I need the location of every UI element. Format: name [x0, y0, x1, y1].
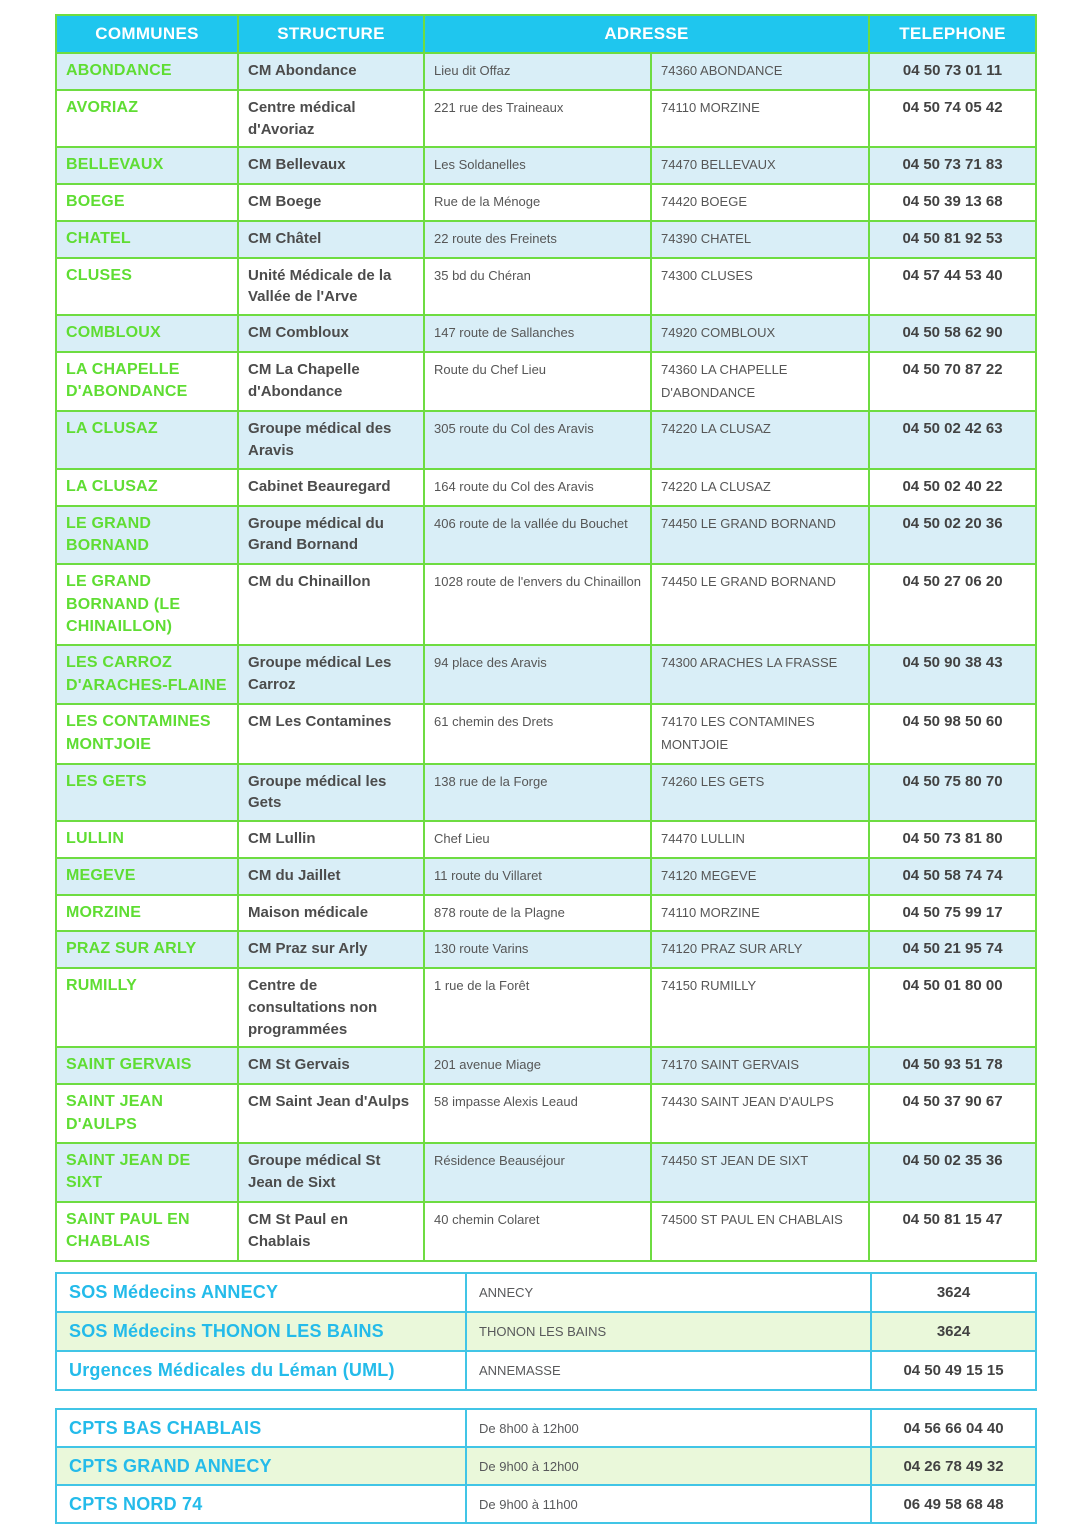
- table-row: [56, 1312, 1036, 1351]
- table-row: [56, 1485, 1036, 1523]
- structure-cell: Groupe médical St Jean de Sixt: [238, 1143, 424, 1202]
- address-city-cell: 74470 BELLEVAUX: [651, 147, 869, 184]
- table-row: [56, 352, 1036, 412]
- phone-cell: 04 50 73 81 80: [869, 821, 1036, 858]
- table-row: [56, 931, 1036, 968]
- address-street-cell: 61 chemin des Drets: [424, 704, 651, 764]
- table-row: [56, 147, 1036, 184]
- commune-cell: SAINT GERVAIS: [56, 1047, 238, 1084]
- phone-cell: 04 50 27 06 20: [869, 564, 1036, 645]
- table-row: [56, 564, 1036, 645]
- address-city-cell: 74120 PRAZ SUR ARLY: [651, 931, 869, 968]
- structure-cell: CM du Jaillet: [238, 858, 424, 895]
- address-street-cell: 221 rue des Traineaux: [424, 90, 651, 148]
- structure-cell: CM St Gervais: [238, 1047, 424, 1084]
- commune-cell: CLUSES: [56, 258, 238, 316]
- commune-cell: LULLIN: [56, 821, 238, 858]
- structure-cell: Groupe médical les Gets: [238, 764, 424, 822]
- address-city-cell: 74170 SAINT GERVAIS: [651, 1047, 869, 1084]
- table-row: [56, 1351, 1036, 1390]
- organization-cell: CPTS NORD 74: [56, 1485, 466, 1523]
- address-street-cell: Route du Chef Lieu: [424, 352, 651, 412]
- address-street-cell: 11 route du Villaret: [424, 858, 651, 895]
- phone-cell: 3624: [871, 1273, 1036, 1312]
- organization-cell: SOS Médecins THONON LES BAINS: [56, 1312, 466, 1351]
- table-row: [56, 1409, 1036, 1447]
- address-street-cell: 40 chemin Colaret: [424, 1202, 651, 1261]
- structure-cell: CM Les Contamines: [238, 704, 424, 764]
- table-row: [56, 858, 1036, 895]
- structure-cell: CM Abondance: [238, 53, 424, 90]
- header-telephone: TELEPHONE: [869, 15, 1036, 53]
- commune-cell: AVORIAZ: [56, 90, 238, 148]
- hours-cell: De 8h00 à 12h00: [466, 1409, 871, 1447]
- address-street-cell: 305 route du Col des Aravis: [424, 411, 651, 469]
- address-street-cell: Résidence Beauséjour: [424, 1143, 651, 1202]
- commune-cell: SAINT PAUL EN CHABLAIS: [56, 1202, 238, 1261]
- phone-cell: 04 50 93 51 78: [869, 1047, 1036, 1084]
- table-row: [56, 821, 1036, 858]
- phone-cell: 04 50 49 15 15: [871, 1351, 1036, 1390]
- phone-cell: 04 50 73 01 11: [869, 53, 1036, 90]
- address-street-cell: 94 place des Aravis: [424, 645, 651, 704]
- phone-cell: 04 50 81 15 47: [869, 1202, 1036, 1261]
- table-row: [56, 90, 1036, 148]
- commune-cell: SAINT JEAN D'AULPS: [56, 1084, 238, 1143]
- address-city-cell: 74450 LE GRAND BORNAND: [651, 564, 869, 645]
- medical-structures-table: [55, 14, 1037, 1262]
- commune-cell: PRAZ SUR ARLY: [56, 931, 238, 968]
- address-street-cell: 35 bd du Chéran: [424, 258, 651, 316]
- structure-cell: Groupe médical des Aravis: [238, 411, 424, 469]
- table-row: [56, 411, 1036, 469]
- address-city-cell: 74220 LA CLUSAZ: [651, 469, 869, 506]
- address-city-cell: 74470 LULLIN: [651, 821, 869, 858]
- address-city-cell: 74920 COMBLOUX: [651, 315, 869, 352]
- structure-cell: CM Lullin: [238, 821, 424, 858]
- address-city-cell: 74260 LES GETS: [651, 764, 869, 822]
- commune-cell: SAINT JEAN DE SIXT: [56, 1143, 238, 1202]
- phone-cell: 04 50 39 13 68: [869, 184, 1036, 221]
- commune-cell: LA CLUSAZ: [56, 411, 238, 469]
- address-street-cell: 1028 route de l'envers du Chinaillon: [424, 564, 651, 645]
- structure-cell: CM Saint Jean d'Aulps: [238, 1084, 424, 1143]
- commune-cell: MORZINE: [56, 895, 238, 932]
- address-city-cell: 74450 LE GRAND BORNAND: [651, 506, 869, 565]
- structure-cell: CM Combloux: [238, 315, 424, 352]
- table-header-row: [56, 15, 1036, 53]
- phone-cell: 04 50 75 80 70: [869, 764, 1036, 822]
- commune-cell: LES GETS: [56, 764, 238, 822]
- table-row: [56, 53, 1036, 90]
- address-city-cell: 74300 CLUSES: [651, 258, 869, 316]
- address-street-cell: 130 route Varins: [424, 931, 651, 968]
- phone-cell: 04 50 70 87 22: [869, 352, 1036, 412]
- organization-cell: SOS Médecins ANNECY: [56, 1273, 466, 1312]
- hours-cell: De 9h00 à 11h00: [466, 1485, 871, 1523]
- city-cell: ANNECY: [466, 1273, 871, 1312]
- address-city-cell: 74430 SAINT JEAN D'AULPS: [651, 1084, 869, 1143]
- table-row: [56, 184, 1036, 221]
- phone-cell: 04 26 78 49 32: [871, 1447, 1036, 1485]
- structure-cell: CM Boege: [238, 184, 424, 221]
- table-row: [56, 258, 1036, 316]
- address-city-cell: 74500 ST PAUL EN CHABLAIS: [651, 1202, 869, 1261]
- address-street-cell: 1 rue de la Forêt: [424, 968, 651, 1047]
- table-row: [56, 764, 1036, 822]
- address-street-cell: 164 route du Col des Aravis: [424, 469, 651, 506]
- address-street-cell: 138 rue de la Forge: [424, 764, 651, 822]
- table-row: [56, 1047, 1036, 1084]
- table-row: [56, 315, 1036, 352]
- commune-cell: CHATEL: [56, 221, 238, 258]
- table-row: [56, 1143, 1036, 1202]
- address-city-cell: 74390 CHATEL: [651, 221, 869, 258]
- address-city-cell: 74220 LA CLUSAZ: [651, 411, 869, 469]
- commune-cell: RUMILLY: [56, 968, 238, 1047]
- table-row: [56, 895, 1036, 932]
- phone-cell: 06 49 58 68 48: [871, 1485, 1036, 1523]
- commune-cell: LE GRAND BORNAND: [56, 506, 238, 565]
- phone-cell: 04 50 02 40 22: [869, 469, 1036, 506]
- header-adresse: ADRESSE: [424, 15, 869, 53]
- address-street-cell: Lieu dit Offaz: [424, 53, 651, 90]
- emergency-services-table: [55, 1272, 1037, 1391]
- phone-cell: 04 50 73 71 83: [869, 147, 1036, 184]
- phone-cell: 04 50 02 20 36: [869, 506, 1036, 565]
- commune-cell: BOEGE: [56, 184, 238, 221]
- address-street-cell: 147 route de Sallanches: [424, 315, 651, 352]
- phone-cell: 04 50 90 38 43: [869, 645, 1036, 704]
- address-city-cell: 74360 LA CHAPELLE D'ABONDANCE: [651, 352, 869, 412]
- commune-cell: LES CONTAMINES MONTJOIE: [56, 704, 238, 764]
- hours-cell: De 9h00 à 12h00: [466, 1447, 871, 1485]
- city-cell: ANNEMASSE: [466, 1351, 871, 1390]
- table-row: [56, 704, 1036, 764]
- table-row: [56, 968, 1036, 1047]
- structure-cell: Groupe médical Les Carroz: [238, 645, 424, 704]
- commune-cell: ABONDANCE: [56, 53, 238, 90]
- structure-cell: Centre médical d'Avoriaz: [238, 90, 424, 148]
- table-row: [56, 221, 1036, 258]
- table-row: [56, 469, 1036, 506]
- structure-cell: Groupe médical du Grand Bornand: [238, 506, 424, 565]
- table-row: [56, 506, 1036, 565]
- phone-cell: 04 50 01 80 00: [869, 968, 1036, 1047]
- structure-cell: CM St Paul en Chablais: [238, 1202, 424, 1261]
- address-street-cell: Les Soldanelles: [424, 147, 651, 184]
- phone-cell: 04 56 66 04 40: [871, 1409, 1036, 1447]
- address-street-cell: 58 impasse Alexis Leaud: [424, 1084, 651, 1143]
- table-row: [56, 645, 1036, 704]
- cpts-table: [55, 1408, 1037, 1524]
- commune-cell: LA CLUSAZ: [56, 469, 238, 506]
- address-city-cell: 74450 ST JEAN DE SIXT: [651, 1143, 869, 1202]
- commune-cell: COMBLOUX: [56, 315, 238, 352]
- table-row: [56, 1273, 1036, 1312]
- city-cell: THONON LES BAINS: [466, 1312, 871, 1351]
- commune-cell: LE GRAND BORNAND (LE CHINAILLON): [56, 564, 238, 645]
- structure-cell: Cabinet Beauregard: [238, 469, 424, 506]
- phone-cell: 04 50 81 92 53: [869, 221, 1036, 258]
- address-city-cell: 74120 MEGEVE: [651, 858, 869, 895]
- table-row: [56, 1447, 1036, 1485]
- structure-cell: CM Bellevaux: [238, 147, 424, 184]
- structure-cell: CM Châtel: [238, 221, 424, 258]
- address-city-cell: 74110 MORZINE: [651, 90, 869, 148]
- phone-cell: 04 57 44 53 40: [869, 258, 1036, 316]
- commune-cell: BELLEVAUX: [56, 147, 238, 184]
- address-street-cell: Rue de la Ménoge: [424, 184, 651, 221]
- phone-cell: 04 50 02 35 36: [869, 1143, 1036, 1202]
- address-street-cell: 22 route des Freinets: [424, 221, 651, 258]
- address-city-cell: 74420 BOEGE: [651, 184, 869, 221]
- structure-cell: CM du Chinaillon: [238, 564, 424, 645]
- address-city-cell: 74360 ABONDANCE: [651, 53, 869, 90]
- commune-cell: MEGEVE: [56, 858, 238, 895]
- phone-cell: 04 50 21 95 74: [869, 931, 1036, 968]
- phone-cell: 04 50 58 74 74: [869, 858, 1036, 895]
- table-row: [56, 1202, 1036, 1261]
- phone-cell: 04 50 02 42 63: [869, 411, 1036, 469]
- commune-cell: LA CHAPELLE D'ABONDANCE: [56, 352, 238, 412]
- address-street-cell: Chef Lieu: [424, 821, 651, 858]
- address-city-cell: 74150 RUMILLY: [651, 968, 869, 1047]
- structure-cell: Unité Médicale de la Vallée de l'Arve: [238, 258, 424, 316]
- header-structure: STRUCTURE: [238, 15, 424, 53]
- address-city-cell: 74300 ARACHES LA FRASSE: [651, 645, 869, 704]
- phone-cell: 04 50 58 62 90: [869, 315, 1036, 352]
- phone-cell: 04 50 37 90 67: [869, 1084, 1036, 1143]
- phone-cell: 04 50 75 99 17: [869, 895, 1036, 932]
- structure-cell: CM La Chapelle d'Abondance: [238, 352, 424, 412]
- address-city-cell: 74110 MORZINE: [651, 895, 869, 932]
- header-communes: COMMUNES: [56, 15, 238, 53]
- phone-cell: 04 50 74 05 42: [869, 90, 1036, 148]
- organization-cell: Urgences Médicales du Léman (UML): [56, 1351, 466, 1390]
- structure-cell: Maison médicale: [238, 895, 424, 932]
- organization-cell: CPTS BAS CHABLAIS: [56, 1409, 466, 1447]
- structure-cell: Centre de consultations non programmées: [238, 968, 424, 1047]
- table-row: [56, 1084, 1036, 1143]
- commune-cell: LES CARROZ D'ARACHES-FLAINE: [56, 645, 238, 704]
- organization-cell: CPTS GRAND ANNECY: [56, 1447, 466, 1485]
- phone-cell: 3624: [871, 1312, 1036, 1351]
- address-city-cell: 74170 LES CONTAMINES MONTJOIE: [651, 704, 869, 764]
- address-street-cell: 406 route de la vallée du Bouchet: [424, 506, 651, 565]
- structure-cell: CM Praz sur Arly: [238, 931, 424, 968]
- address-street-cell: 878 route de la Plagne: [424, 895, 651, 932]
- phone-cell: 04 50 98 50 60: [869, 704, 1036, 764]
- address-street-cell: 201 avenue Miage: [424, 1047, 651, 1084]
